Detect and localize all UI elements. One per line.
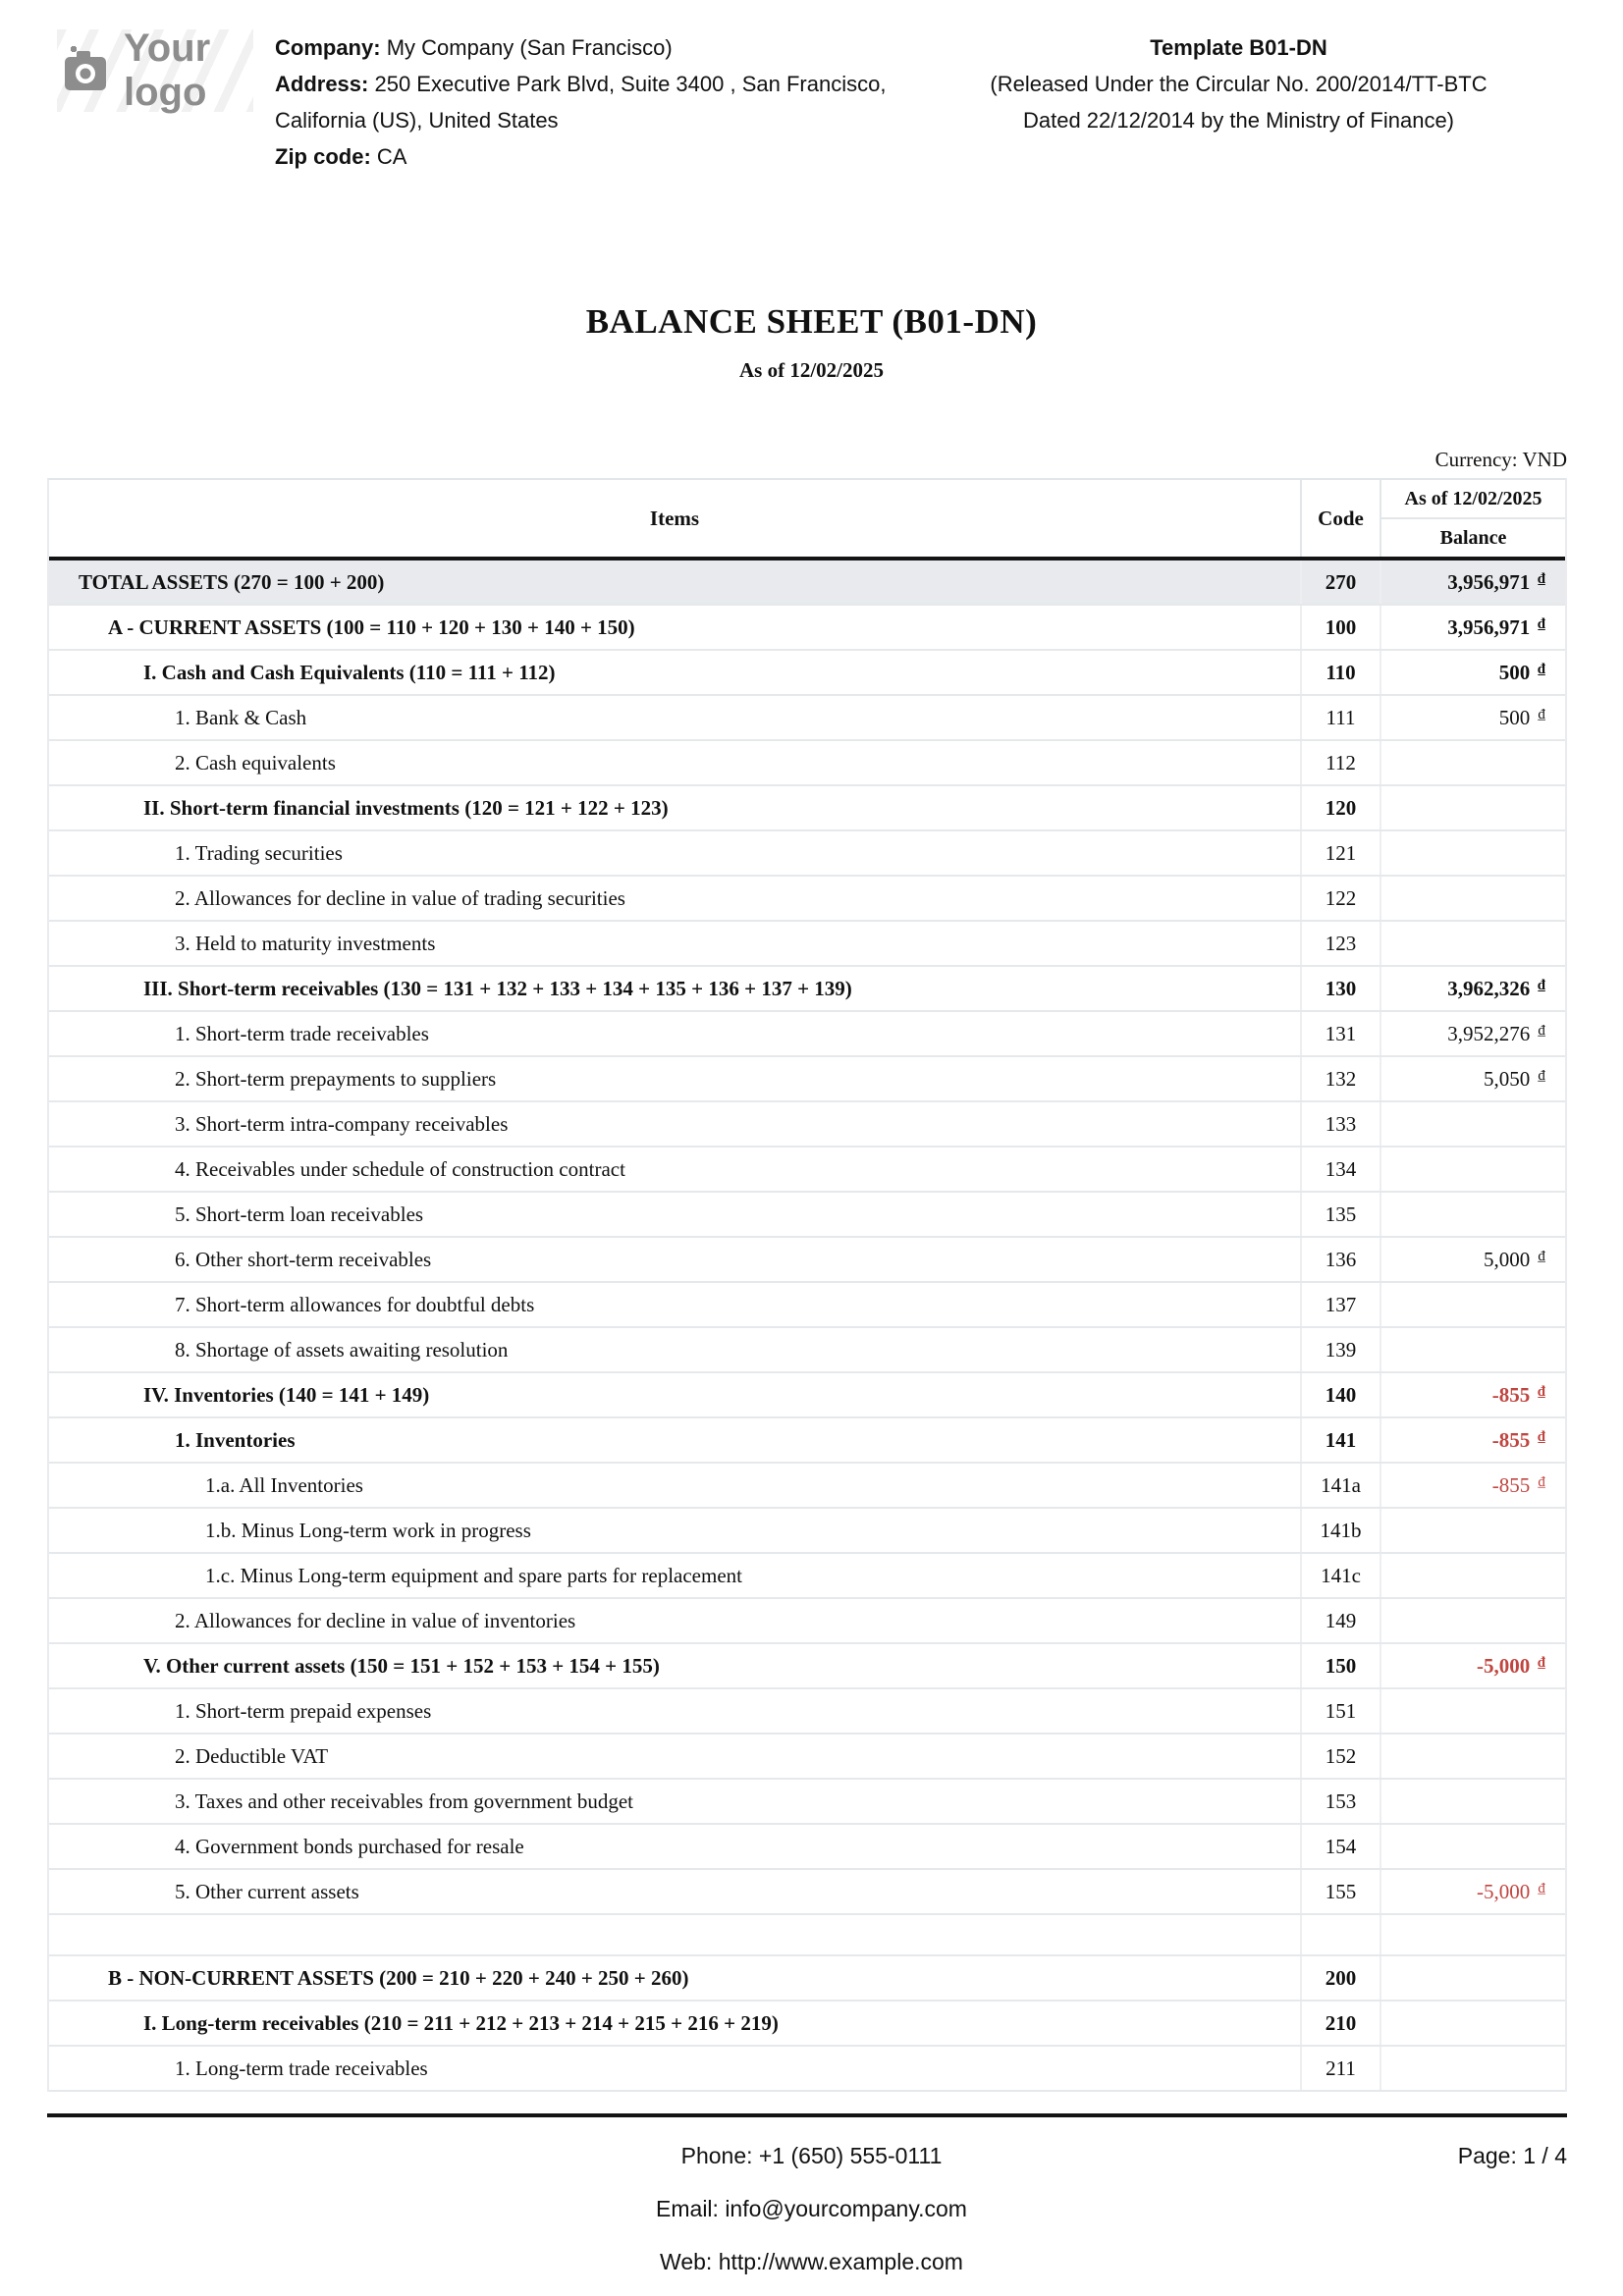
row-code: 133 [1300,1102,1380,1146]
footer-divider [47,2113,1567,2117]
table-header [49,480,1565,561]
table-row [49,1373,1565,1418]
row-label [49,1915,1300,1954]
row-label: 2. Cash equivalents [175,750,336,774]
dong-currency-symbol: ₫ [1538,1426,1545,1445]
row-balance [1380,1599,1565,1642]
row-label: 3. Taxes and other receivables from government budget [175,1789,633,1813]
table-row [49,1956,1565,2002]
currency-note: Currency: VND [1434,448,1567,471]
balance-amount: 500 [1498,660,1531,684]
dong-currency-symbol: ₫ [1538,614,1545,632]
company-info [275,29,889,175]
table-row [49,1464,1565,1509]
row-label: IV. Inventories (140 = 141 + 149) [143,1382,430,1407]
balance-amount: 500 [1498,705,1531,729]
table-row [49,1283,1565,1328]
row-label: 3. Short-term intra-company receivables [175,1111,509,1136]
as-of-date-header: As of 12/02/2025 [1381,480,1565,519]
row-code: 155 [1300,1870,1380,1913]
row-code: 130 [1300,967,1380,1010]
row-label: 3. Held to maturity investments [175,931,436,955]
row-label: 5. Short-term loan receivables [175,1201,424,1226]
row-balance [1380,1644,1565,1687]
table-row [49,1148,1565,1193]
row-balance [1380,1238,1565,1281]
company-value: My Company (San Francisco) [386,35,673,60]
table-row [49,2002,1565,2047]
address-label: Address: [275,72,369,96]
row-code: 270 [1300,561,1380,604]
table-spacer-row [49,1915,1565,1956]
dong-currency-symbol: ₫ [1538,1381,1545,1400]
row-balance [1380,1102,1565,1146]
row-code: 210 [1300,2002,1380,2045]
row-label: B - NON-CURRENT ASSETS (200 = 210 + 220 + 240 + 250 + 260) [108,1965,689,1990]
row-label: 5. Other current assets [175,1879,359,1903]
row-code: 151 [1300,1689,1380,1733]
row-code: 121 [1300,831,1380,875]
row-code: 150 [1300,1644,1380,1687]
row-balance [1380,877,1565,920]
row-label: 6. Other short-term receivables [175,1247,432,1271]
company-label: Company: [275,35,381,60]
dong-currency-symbol: ₫ [1538,1652,1545,1671]
dong-currency-symbol: ₫ [1538,704,1545,722]
row-balance [1380,651,1565,694]
row-balance [1380,1825,1565,1868]
page-footer [0,2129,1623,2288]
row-code: 100 [1300,606,1380,649]
dong-currency-symbol: ₫ [1538,659,1545,677]
row-balance [1380,1148,1565,1191]
company-line [275,29,889,66]
template-circular: (Released Under the Circular No. 200/2014/TT-BTC [990,72,1488,96]
dong-currency-symbol: ₫ [1538,1471,1545,1490]
balance-amount: -5,000 [1477,1879,1531,1903]
balance-amount: 5,050 [1484,1066,1531,1091]
row-balance [1380,831,1565,875]
row-code: 134 [1300,1148,1380,1191]
row-balance [1380,1956,1565,2000]
row-label: A - CURRENT ASSETS (100 = 110 + 120 + 130 + 140 + 150) [108,614,635,639]
row-label: 4. Government bonds purchased for resale [175,1834,524,1858]
table-row [49,1012,1565,1057]
table-row [49,1193,1565,1238]
row-code: 131 [1300,1012,1380,1055]
row-code: 200 [1300,1956,1380,2000]
table-row [49,967,1565,1012]
row-label: 1. Trading securities [175,840,343,865]
row-label: 1. Bank & Cash [175,705,307,729]
dong-currency-symbol: ₫ [1538,1878,1545,1896]
row-balance [1380,2047,1565,2090]
row-code: 137 [1300,1283,1380,1326]
row-balance [1380,1735,1565,1778]
row-code [1300,1915,1380,1954]
code-column-header: Code [1300,480,1380,557]
row-code: 141 [1300,1418,1380,1462]
row-code: 135 [1300,1193,1380,1236]
document-subtitle: As of 12/02/2025 [739,358,884,382]
row-balance [1380,1464,1565,1507]
row-balance [1380,1373,1565,1416]
row-label: III. Short-term receivables (130 = 131 + 132 + 133 + 134 + 135 + 136 + 137 + 139) [143,976,852,1000]
row-label: 8. Shortage of assets awaiting resolution [175,1337,509,1362]
table-row [49,877,1565,922]
row-label: 1. Inventories [175,1427,296,1452]
row-code: 139 [1300,1328,1380,1371]
dong-currency-symbol: ₫ [1538,1065,1545,1084]
row-label: 1.c. Minus Long-term equipment and spare parts for replacement [205,1563,742,1587]
document-title: BALANCE SHEET (B01-DN) [585,302,1038,341]
table-row [49,561,1565,606]
table-row [49,1780,1565,1825]
table-row [49,831,1565,877]
row-code: 111 [1300,696,1380,739]
table-row [49,1735,1565,1780]
footer-email: Email: info@yourcompany.com [656,2196,967,2221]
balance-amount: -855 [1491,1427,1531,1452]
row-label: 1. Long-term trade receivables [175,2056,428,2080]
balance-amount: 3,956,971 [1447,569,1531,594]
balance-amount: 3,952,276 [1447,1021,1531,1045]
table-row [49,922,1565,967]
zip-line [275,138,889,175]
row-code: 136 [1300,1238,1380,1281]
page-header [0,0,1623,175]
row-balance [1380,1509,1565,1552]
balance-amount: -5,000 [1477,1653,1531,1678]
row-balance [1380,786,1565,829]
row-label: 2. Allowances for decline in value of trading securities [175,885,625,910]
row-balance [1380,1554,1565,1597]
address-line [275,66,889,138]
table-row [49,1418,1565,1464]
table-row [49,1870,1565,1915]
row-code: 123 [1300,922,1380,965]
balance-amount: 5,000 [1484,1247,1531,1271]
row-balance [1380,1870,1565,1913]
dong-currency-symbol: ₫ [1538,568,1545,587]
table-body [49,561,1565,2092]
row-label: V. Other current assets (150 = 151 + 152 + 153 + 154 + 155) [143,1653,660,1678]
row-code: 141c [1300,1554,1380,1597]
row-balance [1380,1418,1565,1462]
row-code: 110 [1300,651,1380,694]
balance-amount: 3,956,971 [1447,614,1531,639]
row-balance [1380,561,1565,604]
row-balance [1380,1193,1565,1236]
row-code: 153 [1300,1780,1380,1823]
balance-amount: -855 [1491,1472,1531,1497]
row-balance [1380,1328,1565,1371]
row-balance [1380,1283,1565,1326]
row-balance [1380,967,1565,1010]
footer-phone: Phone: +1 (650) 555-0111 Page: 1 / 4 [0,2129,1623,2182]
row-label: 4. Receivables under schedule of construction contract [175,1156,625,1181]
address-value: 250 Executive Park Blvd, Suite 3400 , San Francisco, California (US), United States [275,72,887,133]
row-code: 141a [1300,1464,1380,1507]
table-row [49,741,1565,786]
table-row [49,696,1565,741]
row-balance [1380,922,1565,965]
dong-currency-symbol: ₫ [1538,1020,1545,1039]
footer-web: Web: http://www.example.com [660,2249,963,2274]
camera-icon [57,45,114,96]
table-row [49,1057,1565,1102]
row-code: 149 [1300,1599,1380,1642]
row-label: 2. Deductible VAT [175,1743,329,1768]
row-label: TOTAL ASSETS (270 = 100 + 200) [79,569,385,594]
balance-header: Balance [1439,526,1507,549]
row-balance [1380,1780,1565,1823]
page-number: Page: 1 / 4 [1457,2143,1567,2168]
row-label: II. Short-term financial investments (120 = 121 + 122 + 123) [143,795,669,820]
table-row [49,1509,1565,1554]
table-row [49,1554,1565,1599]
table-row [49,1238,1565,1283]
row-label: I. Long-term receivables (210 = 211 + 212 + 213 + 214 + 215 + 216 + 219) [143,2010,779,2035]
row-label: 1. Short-term prepaid expenses [175,1698,432,1723]
row-label: 2. Short-term prepayments to suppliers [175,1066,497,1091]
template-info [908,29,1569,138]
balance-amount: -855 [1491,1382,1531,1407]
row-code: 154 [1300,1825,1380,1868]
row-code: 152 [1300,1735,1380,1778]
table-row [49,1825,1565,1870]
row-balance [1380,1012,1565,1055]
row-label: 2. Allowances for decline in value of inventories [175,1608,576,1632]
row-balance [1380,1915,1565,1954]
table-row [49,1328,1565,1373]
items-column-header: Items [649,506,700,530]
row-balance [1380,606,1565,649]
row-code: 141b [1300,1509,1380,1552]
row-balance [1380,696,1565,739]
row-balance [1380,1689,1565,1733]
template-title: Template B01-DN [1150,35,1327,60]
zip-value: CA [376,144,407,169]
table-row [49,1599,1565,1644]
row-code: 120 [1300,786,1380,829]
row-balance [1380,2002,1565,2045]
balance-amount: 3,962,326 [1447,976,1531,1000]
balance-column-header [1380,480,1565,557]
table-row [49,606,1565,651]
zip-label: Zip code: [275,144,371,169]
row-balance [1380,741,1565,784]
row-label: I. Cash and Cash Equivalents (110 = 111 + 112) [143,660,556,684]
row-label: 1.a. All Inventories [205,1472,363,1497]
table-row [49,1102,1565,1148]
row-code: 140 [1300,1373,1380,1416]
table-row [49,1689,1565,1735]
table-row [49,786,1565,831]
balance-table [47,478,1567,2092]
row-label: 7. Short-term allowances for doubtful debts [175,1292,535,1316]
row-balance [1380,1057,1565,1100]
row-code: 122 [1300,877,1380,920]
row-label: 1. Short-term trade receivables [175,1021,429,1045]
company-logo [57,29,253,112]
template-dated: Dated 22/12/2014 by the Ministry of Finance) [1022,108,1455,133]
row-code: 211 [1300,2047,1380,2090]
table-row [49,2047,1565,2092]
row-label: 1.b. Minus Long-term work in progress [205,1518,531,1542]
table-row [49,651,1565,696]
row-code: 132 [1300,1057,1380,1100]
row-code: 112 [1300,741,1380,784]
dong-currency-symbol: ₫ [1538,1246,1545,1264]
table-row [49,1644,1565,1689]
logo-text: Your logo [124,27,211,114]
dong-currency-symbol: ₫ [1538,975,1545,993]
